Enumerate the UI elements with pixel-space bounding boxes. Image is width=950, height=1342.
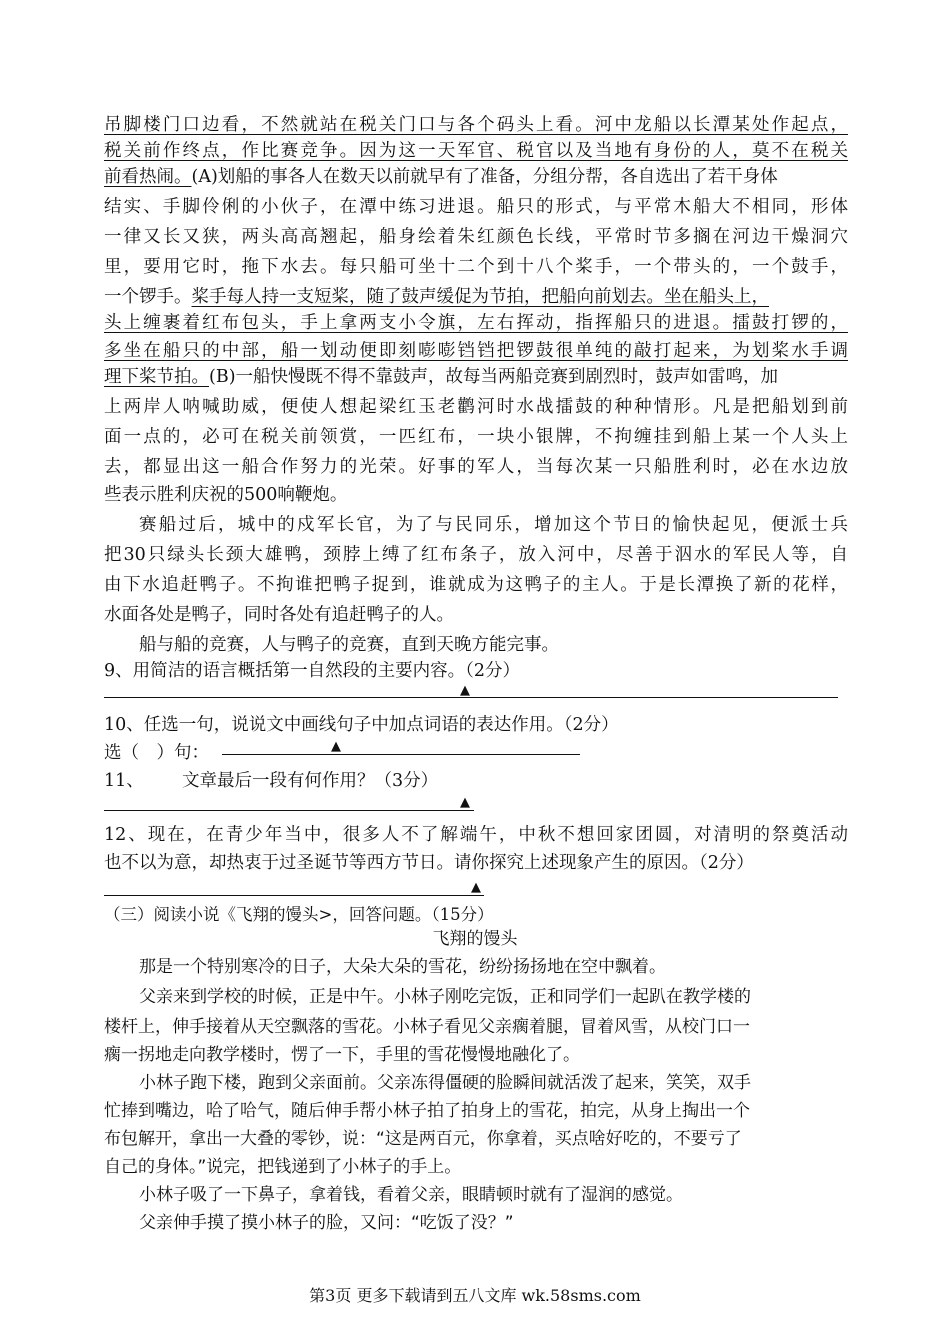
passage-line-3-rest: (A)划船的事各人在数天以前就早有了准备，分组分帮，各自选出了若干身体	[191, 167, 778, 187]
passage-line-19: 船与船的竞赛，人与鸭子的竞赛，直到天晚方能完事。	[139, 635, 559, 655]
story-line-7: 布包解开，拿出一大叠的零钞，说：“这是两百元，你拿着，买点啥好吃的，不要亏了	[104, 1129, 742, 1149]
story-line-3: 楼杆上，伸手接着从天空飘落的雪花。小林子看见父亲瘸着腿，冒着风雪，从校门口一	[104, 1017, 750, 1037]
passage-line-15: 赛船过后，城中的戍军长官，为了与民同乐，增加这个节日的愉快起见，便派士兵	[139, 515, 848, 535]
question-10: 10、任选一句，说说文中画线句子中加点词语的表达作用。（2分）	[104, 715, 619, 735]
question-11-text: 文章最后一段有何作用？（3分）	[182, 771, 439, 791]
passage-line-5: 一律又长又狭，两头高高翘起，船身绘着朱红颜色长线，平常时节多搁在河边干燥洞穴	[104, 227, 848, 247]
answer-line-10[interactable]	[222, 754, 580, 755]
story-line-10: 父亲伸手摸了摸小林子的脸，又问：“吃饭了没？”	[139, 1213, 514, 1233]
answer-line-9[interactable]	[104, 697, 838, 698]
passage-line-9: 多坐在船只的中部，船一划动便即刻嘭嘭铛铛把锣鼓很单纯的敲打起来，为划桨水手调	[104, 341, 848, 361]
story-title: 飞翔的馒头	[432, 929, 518, 949]
story-line-4: 瘸一拐地走向教学楼时，愣了一下，手里的雪花慢慢地融化了。	[104, 1045, 580, 1065]
question-10-select: 选（ ）句：	[104, 743, 209, 763]
passage-line-3-underlined: 前看热闹。	[104, 167, 192, 187]
passage-line-13: 去，都显出这一船合作努力的光荣。好事的军人，当每次某一只船胜利时，必在水边放	[104, 457, 848, 477]
passage-line-10-rest: (B)一船快慢既不得不靠鼓声，故每当两船竞赛到剧烈时，鼓声如雷鸣，加	[209, 367, 779, 387]
passage-line-18: 水面各处是鸭子，同时各处有追赶鸭子的人。	[104, 605, 454, 625]
passage-line-3	[104, 162, 848, 192]
story-line-8: 自己的身体。”说完，把钱递到了小林子的手上。	[104, 1157, 462, 1177]
passage-line-1: 吊脚楼门口边看，不然就站在税关门口与各个码头上看。河中龙船以长潭某处作起点，	[104, 115, 848, 135]
passage-line-8: 头上缠裹着红布包头，手上拿两支小令旗，左右挥动，指挥船只的进退。擂鼓打锣的，	[104, 313, 848, 333]
answer-marker-10: ▲	[331, 739, 341, 754]
passage-line-7-plain: 一个锣手。	[104, 287, 192, 307]
page-footer: 第3页 更多下载请到五八文库 wk.58sms.com	[309, 1286, 641, 1305]
story-line-1: 那是一个特别寒冷的日子，大朵大朵的雪花，纷纷扬扬地在空中飘着。	[139, 957, 666, 977]
answer-line-11[interactable]	[104, 810, 474, 811]
answer-marker-12: ▲	[471, 880, 481, 895]
question-12-line-2: 也不以为意，却热衷于过圣诞节等西方节日。请你探究上述现象产生的原因。（2分）	[104, 853, 754, 873]
answer-line-12[interactable]	[104, 895, 484, 896]
passage-line-14: 些表示胜利庆祝的500响鞭炮。	[104, 485, 348, 505]
story-line-2: 父亲来到学校的时候，正是中午。小林子刚吃完饭，正和同学们一起趴在教学楼的	[139, 987, 751, 1007]
passage-line-12: 面一点的，必可在税关前领赏，一匹红布，一块小银牌，不拘缠挂到船上某一个人头上	[104, 427, 848, 447]
passage-line-10-underlined: 理下桨节拍。	[104, 367, 209, 387]
story-line-6: 忙捧到嘴边，哈了哈气，随后伸手帮小林子拍了拍身上的雪花，拍完，从身上掏出一个	[104, 1101, 750, 1121]
answer-marker-11: ▲	[460, 795, 470, 810]
passage-line-4: 结实、手脚伶俐的小伙子，在潭中练习进退。船只的形式，与平常木船大不相同，形体	[104, 197, 848, 217]
passage-line-16: 把30只绿头长颈大雄鸭，颈脖上缚了红布条子，放入河中，尽善于泅水的军民人等，自	[104, 545, 848, 565]
question-12-line-1: 12、现在，在青少年当中，很多人不了解端午，中秋不想回家团圆，对清明的祭奠活动	[104, 825, 848, 845]
story-line-9: 小林子吸了一下鼻子，拿着钱，看着父亲，眼睛顿时就有了湿润的感觉。	[139, 1185, 683, 1205]
passage-line-10	[104, 362, 848, 392]
passage-line-17: 由下水追赶鸭子。不拘谁把鸭子捉到，谁就成为这鸭子的主人。于是长潭换了新的花样，	[104, 575, 848, 595]
section-3-heading: （三）阅读小说《飞翔的馒头>，回答问题。（15分）	[104, 905, 494, 924]
passage-line-11: 上两岸人呐喊助威，便使人想起梁红玉老鹳河时水战擂鼓的种种情形。凡是把船划到前	[104, 397, 848, 417]
question-11-number: 11、	[104, 771, 144, 791]
answer-marker-9: ▲	[460, 683, 470, 698]
passage-line-2: 税关前作终点，作比赛竞争。因为这一天军官、税官以及当地有身份的人，莫不在税关	[104, 141, 848, 161]
passage-line-7-underlined: 桨手每人持一支短桨，随了鼓声缓促为节拍，把船向前划去。坐在船头上，	[191, 287, 769, 307]
story-line-5: 小林子跑下楼，跑到父亲面前。父亲冻得僵硬的脸瞬间就活泼了起来，笑笑，双手	[139, 1073, 751, 1093]
passage-line-6: 里，要用它时，拖下水去。每只船可坐十二个到十八个桨手，一个带头的，一个鼓手，	[104, 257, 848, 277]
question-9: 9、用简洁的语言概括第一自然段的主要内容。（2分）	[104, 661, 521, 681]
